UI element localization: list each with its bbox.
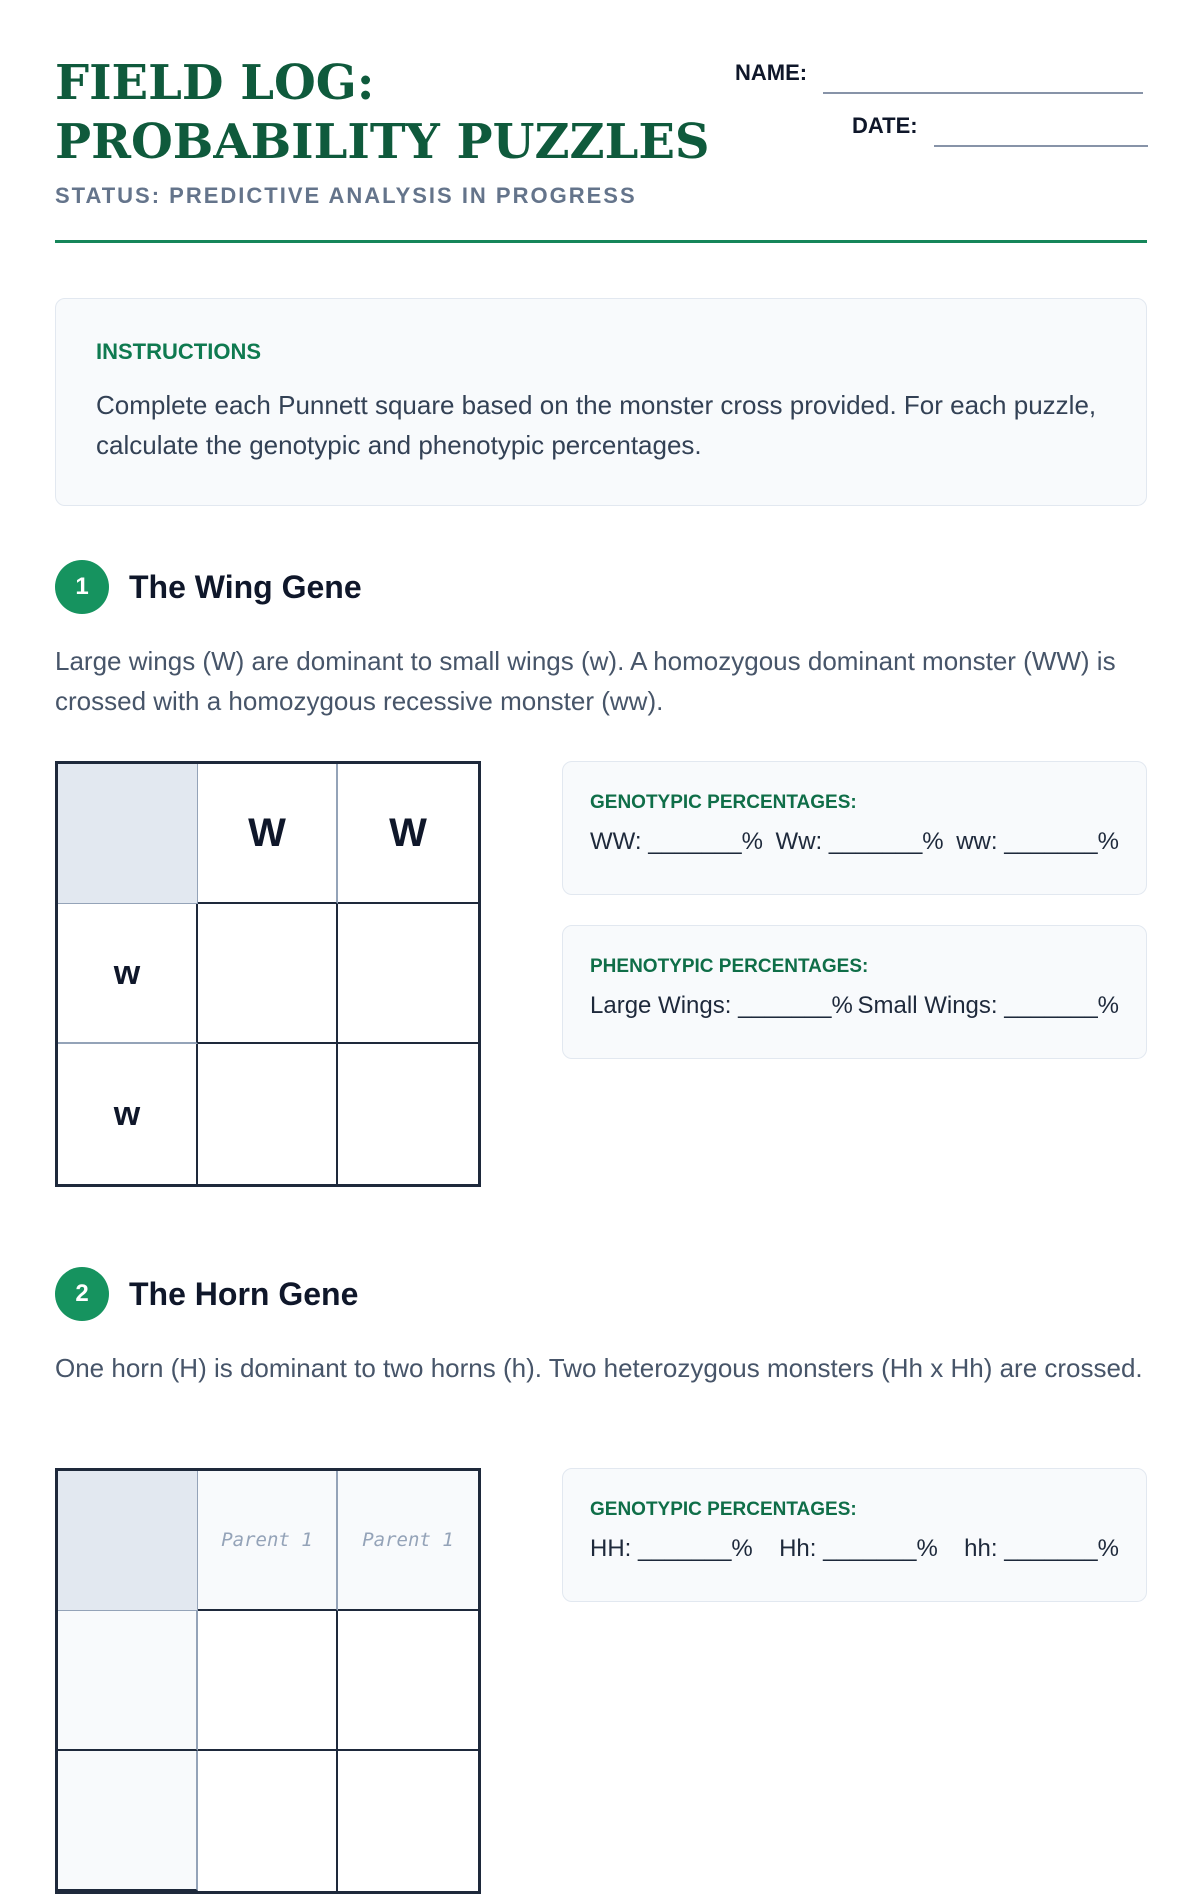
genotypic-label: GENOTYPIC PERCENTAGES:	[590, 792, 857, 813]
punnett-square	[55, 761, 481, 1187]
genotype-hh-hetero-field[interactable]: Hh: _______%	[779, 1535, 938, 1562]
genotype-ww-hetero-field[interactable]: Ww: _______%	[775, 828, 944, 855]
punnett-answer-cell[interactable]	[338, 1751, 478, 1891]
puzzle-wing-gene	[55, 560, 1147, 1133]
genotype-ww-dominant-field[interactable]: WW: _______%	[590, 828, 763, 855]
genotypic-percentages-card	[562, 1468, 1147, 1602]
punnett-square	[55, 1468, 481, 1894]
puzzle-header	[55, 1267, 1147, 1321]
phenotypic-percentages-card	[562, 925, 1147, 1059]
punnett-answer-cell[interactable]	[338, 1611, 478, 1751]
genotypic-percentages-card	[562, 761, 1147, 895]
puzzle-number-badge: 1	[55, 560, 109, 614]
punnett-parent-placeholder[interactable]: Parent 1	[338, 1471, 478, 1611]
punnett-answer-cell[interactable]	[198, 904, 338, 1044]
punnett-answer-cell[interactable]	[198, 1751, 338, 1891]
genotype-hh-dominant-field[interactable]: HH: _______%	[590, 1535, 753, 1562]
phenotype-large-wings-field[interactable]: Large Wings: _______%	[590, 992, 853, 1019]
punnett-answer-cell[interactable]	[338, 904, 478, 1044]
genotype-ww-recessive-field[interactable]: ww: _______%	[956, 828, 1119, 855]
name-input-line[interactable]	[823, 56, 1143, 94]
date-label: DATE:	[852, 113, 918, 138]
punnett-top-allele: W	[338, 764, 478, 904]
genotypic-fields	[590, 1535, 1119, 1563]
puzzle-description: One horn (H) is dominant to two horns (h). Two heterozygous monsters (Hh x Hh) are crossed.	[55, 1353, 1143, 1383]
puzzle-description: Large wings (W) are dominant to small wings (w). A homozygous dominant monster (WW) is crossed with a homozygous recessive monster (ww).	[55, 646, 1116, 716]
date-input-line[interactable]	[934, 109, 1148, 147]
header-divider	[55, 240, 1147, 243]
instructions-text: Complete each Punnett square based on the monster cross provided. For each puzzle, calculate the genotypic and phenotypic percentages.	[96, 390, 1097, 460]
puzzle-horn-gene	[55, 1267, 1147, 1562]
puzzle-title: The Horn Gene	[129, 1275, 359, 1312]
punnett-corner	[58, 1471, 198, 1611]
punnett-answer-cell[interactable]	[338, 1044, 478, 1184]
puzzle-header	[55, 560, 1147, 614]
puzzle-number-badge: 2	[55, 1267, 109, 1321]
instructions-box	[55, 298, 1147, 506]
punnett-corner	[58, 764, 198, 904]
punnett-parent-placeholder[interactable]: Parent 1	[198, 1471, 338, 1611]
phenotypic-label: PHENOTYPIC PERCENTAGES:	[590, 956, 869, 977]
name-row	[735, 56, 1143, 94]
phenotypic-fields	[590, 992, 1119, 1020]
punnett-side-allele: w	[58, 1044, 198, 1184]
instructions-heading: INSTRUCTIONS	[96, 339, 261, 364]
punnett-side-allele[interactable]	[58, 1751, 198, 1891]
worksheet-page	[55, 0, 1147, 1600]
puzzle-title: The Wing Gene	[129, 568, 362, 605]
date-row	[852, 109, 1148, 147]
status-line: STATUS: PREDICTIVE ANALYSIS IN PROGRESS	[55, 183, 637, 208]
name-label: NAME:	[735, 60, 808, 85]
genotypic-fields	[590, 828, 1119, 856]
genotypic-label: GENOTYPIC PERCENTAGES:	[590, 1499, 857, 1520]
phenotype-small-wings-field[interactable]: Small Wings: _______%	[857, 992, 1119, 1019]
punnett-answer-cell[interactable]	[198, 1611, 338, 1751]
page-title: FIELD LOG: PROBABILITY PUZZLES	[55, 55, 710, 170]
punnett-answer-cell[interactable]	[198, 1044, 338, 1184]
punnett-top-allele: W	[198, 764, 338, 904]
genotype-hh-recessive-field[interactable]: hh: _______%	[964, 1535, 1119, 1562]
punnett-side-allele: w	[58, 904, 198, 1044]
punnett-side-allele[interactable]	[58, 1611, 198, 1751]
